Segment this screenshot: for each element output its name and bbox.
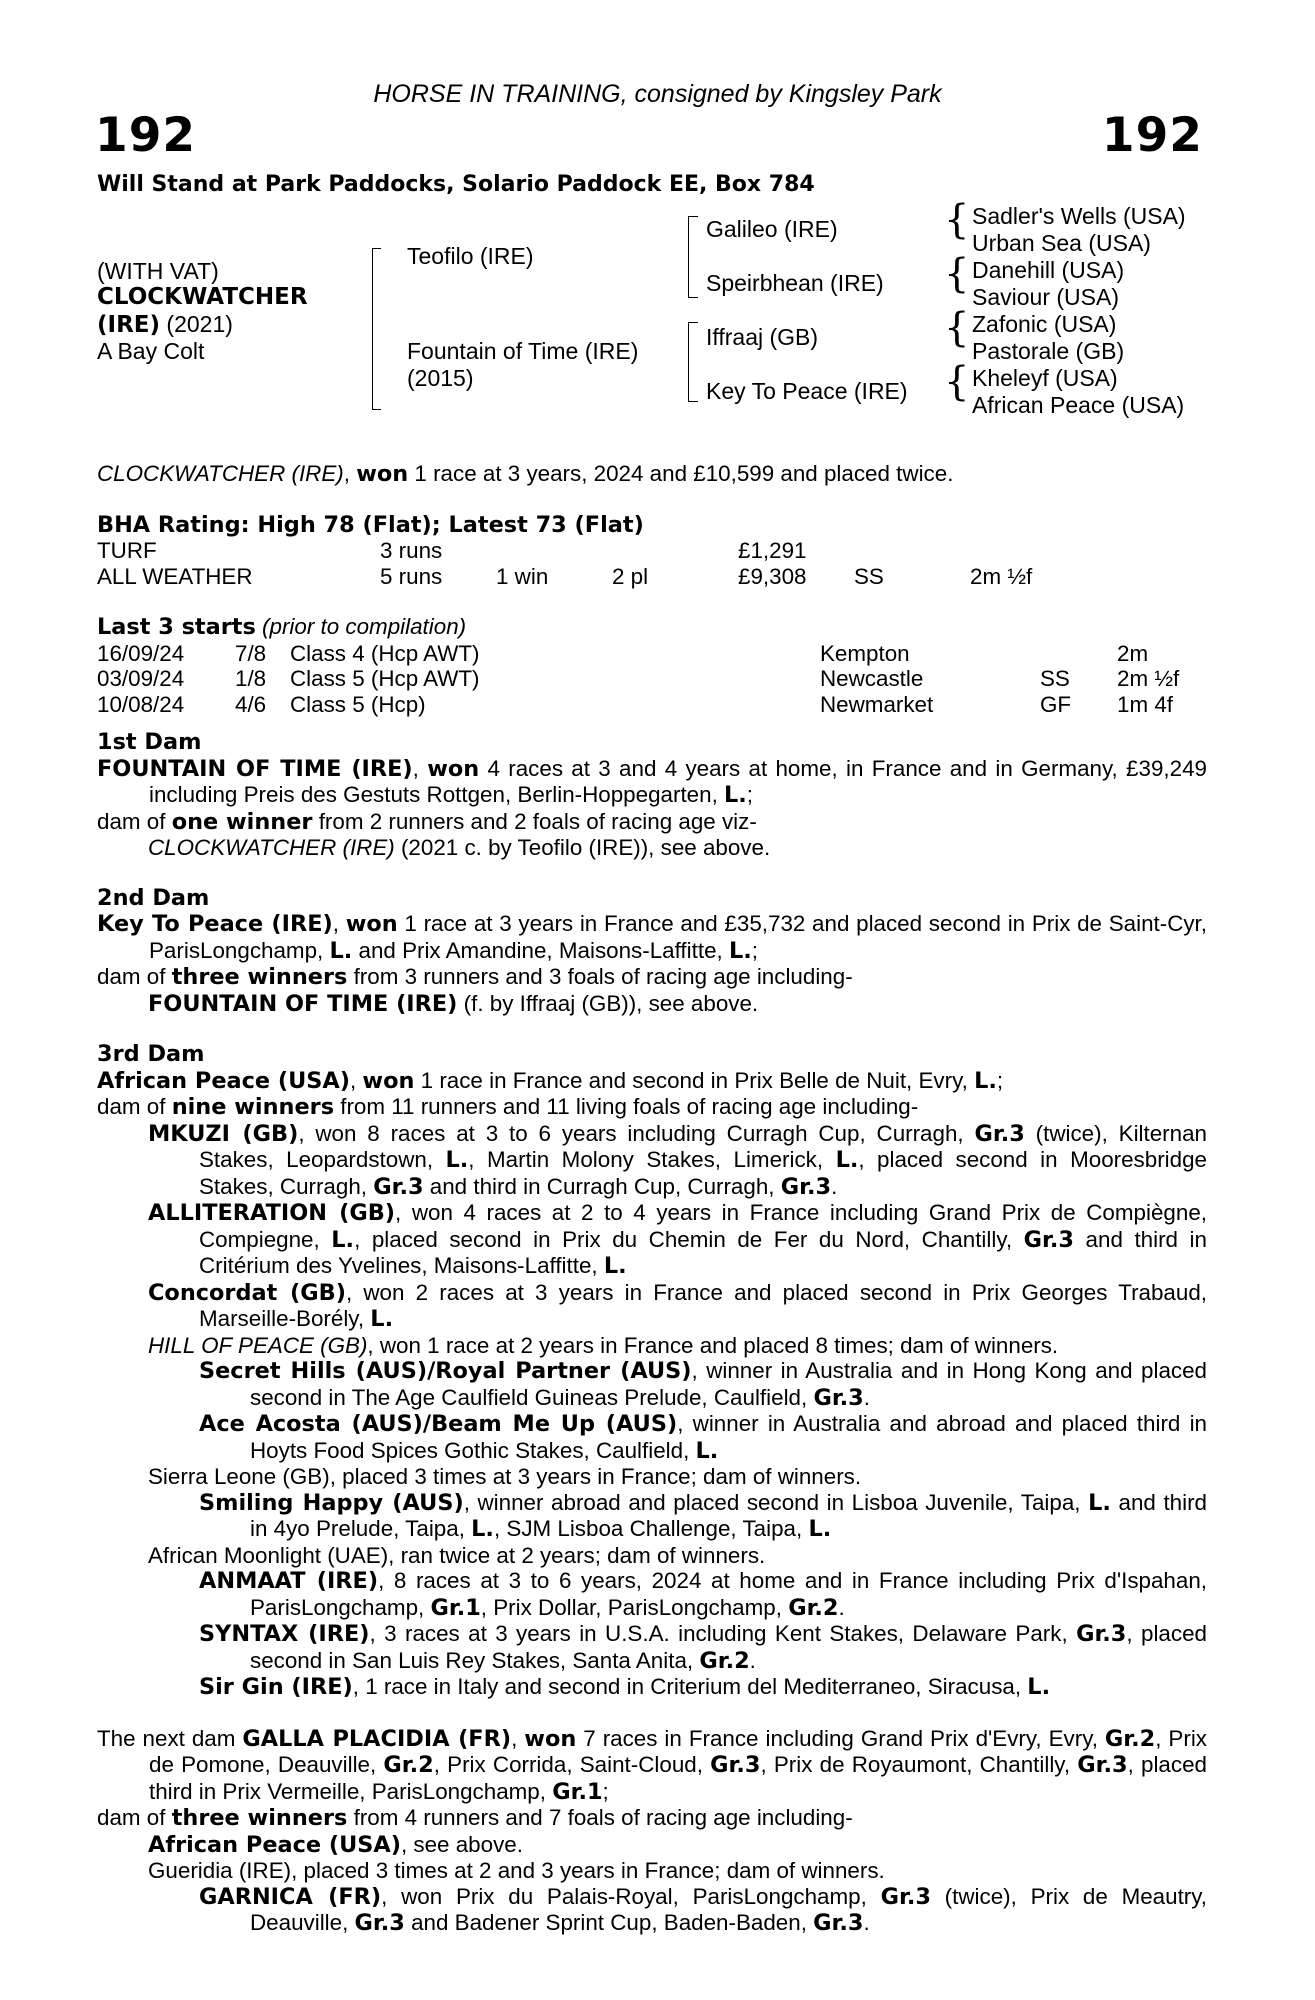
grandproduce-secret-hills: [97, 1358, 1207, 1411]
rating-distance: 2m ½f: [970, 563, 1033, 589]
produce-name: Secret Hills (AUS)/Royal Partner (AUS): [199, 1358, 692, 1384]
produce-text: , winner in Australia and abroad and placed third in Hoyts Food Spices Gothic Stakes, Caulfield,: [250, 1411, 1207, 1463]
produce-name: Ace Acosta (AUS)/Beam Me Up (AUS): [199, 1411, 678, 1437]
rating-runs: 5 runs: [380, 563, 443, 589]
listed-label: L.: [835, 1147, 859, 1173]
brace-gen3-1: {: [944, 197, 970, 243]
produce-hill-of-peace: [97, 1333, 1207, 1359]
dam-record: FOUNTAIN OF TIME (IRE), won 4 races at 3 and 4 years at home, in France and in Germany, £39,249 including Preis des Gestuts Rottgen, Berlin-Hoppegarten, L.;: [97, 755, 1207, 808]
sire-sire-dam: Urban Sea (USA): [972, 230, 1151, 256]
lot-number-left: 192: [95, 108, 197, 163]
won-label: won: [427, 755, 480, 782]
produce-text: , winner in Australia and in Hong Kong and placed second in The Age Caulfield Guineas Prelude, Caulfield,: [250, 1358, 1207, 1410]
grade-label: Gr.3: [780, 1173, 832, 1200]
horse-country: (IRE): [97, 312, 161, 338]
produce-text: , won 8 races at 3 to 6 years including Curragh Cup, Curragh,: [298, 1120, 975, 1146]
rating-surface: TURF: [97, 538, 157, 563]
sire-sire: Galileo (IRE): [706, 216, 838, 242]
section-heading: 1st Dam: [97, 729, 202, 755]
section-heading: 3rd Dam: [97, 1041, 205, 1067]
dam-sire-sire: Zafonic (USA): [972, 311, 1117, 337]
sire-dam-dam: Saviour (USA): [972, 284, 1119, 310]
dam-of-label: dam of: [97, 808, 172, 834]
produce-text: , placed second in Prix du Chemin de Fer du Nord, Chantilly,: [354, 1226, 1024, 1252]
last-start-row: [97, 641, 1207, 667]
produce-african-peace: [97, 1832, 1207, 1859]
dam-text: , Prix de Royaumont, Chantilly,: [760, 1752, 1078, 1777]
start-class: Class 4 (Hcp AWT): [290, 640, 480, 666]
listed-label: L.: [471, 1516, 494, 1542]
produce-name: Smiling Happy (AUS): [199, 1489, 464, 1516]
race-summary: CLOCKWATCHER (IRE), won 1 race at 3 years, 2024 and £10,599 and placed twice.: [97, 461, 954, 487]
rating-title: BHA Rating: High 78 (Flat); Latest 73 (Flat): [97, 511, 644, 538]
produce-name: Sir Gin (IRE): [199, 1674, 353, 1700]
summary-rest: 1 race at 3 years, 2024 and £10,599 and placed twice.: [408, 461, 954, 486]
grade-label: Gr.3: [813, 1384, 864, 1411]
produce-text: Sierra Leone (GB), placed 3 times at 3 years in France; dam of winners.: [148, 1464, 862, 1489]
brace-gen3-3: {: [944, 305, 970, 351]
grade-label: Gr.3: [1076, 1621, 1127, 1647]
sire-sire-sire: Sadler's Wells (USA): [972, 203, 1186, 229]
listed-label: L.: [1027, 1674, 1051, 1700]
grandproduce-syntax: [97, 1621, 1207, 1674]
listed-label: L.: [370, 1306, 394, 1332]
last-start-row: [97, 666, 1207, 692]
start-going: GF: [1040, 691, 1072, 717]
produce-text: , won 4 races at 2 to 4 years in France including Grand Prix de Compiègne, Compiegne,: [199, 1200, 1207, 1252]
produce-text: African Moonlight (UAE), ran twice at 2 years; dam of winners.: [148, 1542, 766, 1568]
produce-text: Gueridia (IRE), placed 3 times at 2 and 3 years in France; dam of winners.: [148, 1858, 885, 1883]
catalogue-body: [97, 461, 1207, 1937]
produce-name: CLOCKWATCHER (IRE): [148, 835, 395, 860]
start-going: SS: [1040, 666, 1070, 691]
dam-dam-dam: African Peace (USA): [972, 392, 1185, 418]
dam-name: FOUNTAIN OF TIME (IRE): [97, 755, 413, 782]
dam-text: , Prix de Pomone, Deauville,: [149, 1725, 1207, 1777]
produce-text: and Badener Sprint Cup, Baden-Baden,: [404, 1910, 814, 1935]
next-dam-section: [97, 1726, 1207, 1937]
grade-label: Gr.3: [880, 1883, 931, 1910]
produce-sierra-leone: [97, 1464, 1207, 1490]
grade-label: Gr.3: [1077, 1752, 1128, 1778]
grade-label: Gr.3: [354, 1910, 405, 1936]
last-starts-title: Last 3 starts: [97, 614, 256, 640]
dam-of-rest: from 4 runners and 7 foals of racing age including-: [347, 1805, 853, 1830]
vat-note: (WITH VAT): [97, 258, 219, 284]
rating-money: £1,291: [738, 538, 807, 563]
horse-description: A Bay Colt: [97, 338, 205, 364]
rating-going: SS: [854, 563, 884, 589]
produce-rest: (f. by Iffraaj (GB)), see above.: [457, 990, 759, 1016]
grade-label: Gr.3: [710, 1752, 761, 1778]
rating-row-turf: [97, 538, 1207, 564]
last-starts-title-row: [97, 614, 1207, 641]
produce-name: ALLITERATION (GB): [148, 1200, 396, 1226]
dam-of-line: [97, 809, 1207, 836]
produce-name: African Peace (USA): [148, 1831, 401, 1858]
sire-dam: Speirbhean (IRE): [706, 270, 884, 296]
dam-of-line: [97, 1805, 1207, 1832]
listed-label: L.: [1088, 1489, 1111, 1516]
produce-name: SYNTAX (IRE): [199, 1621, 370, 1647]
winners-count: nine winners: [171, 1094, 335, 1120]
produce-line: [97, 991, 1207, 1018]
produce-rest: (2021 c. by Teofilo (IRE)), see above.: [394, 835, 771, 860]
consignment-heading: HORSE IN TRAINING, consigned by Kingsley Park: [373, 80, 942, 108]
produce-text: .: [838, 1594, 845, 1620]
produce-text: , 3 races at 3 years in U.S.A. including Kent Stakes, Delaware Park,: [369, 1621, 1077, 1646]
next-dam-intro: The next dam: [97, 1725, 243, 1751]
produce-name: HILL OF PEACE (GB): [148, 1332, 368, 1358]
horse-name: CLOCKWATCHER: [97, 284, 308, 310]
produce-text: and third in Critérium des Yvelines, Maisons-Laffitte,: [199, 1226, 1207, 1278]
grade-label: Gr.2: [383, 1752, 434, 1778]
produce-text: (twice), Kilternan Stakes, Leopardstown,: [199, 1120, 1207, 1172]
produce-text: , 8 races at 3 to 6 years, 2024 at home and in France including Prix d'Ispahan, ParisLongchamp,: [250, 1568, 1208, 1620]
horse-year: (2021): [166, 311, 233, 337]
grade-label: Gr.2: [788, 1594, 839, 1621]
produce-name: FOUNTAIN OF TIME (IRE): [148, 990, 458, 1017]
section-heading: 2nd Dam: [97, 884, 210, 911]
start-distance: 1m 4f: [1117, 691, 1173, 717]
produce-text: , won 1 race at 2 years in France and placed 8 times; dam of winners.: [367, 1332, 1059, 1358]
produce-alliteration: [97, 1200, 1207, 1280]
grade-label: Gr.3: [373, 1173, 424, 1200]
brace-gen3-2: {: [944, 251, 970, 297]
winners-count: one winner: [171, 808, 313, 835]
grade-label: Gr.1: [552, 1778, 603, 1805]
listed-label: L.: [695, 1437, 719, 1464]
dam-text-end: ;: [996, 1067, 1004, 1093]
dam-text-end: ;: [746, 782, 754, 807]
listed-label: L.: [728, 937, 752, 964]
produce-mkuzi: [97, 1121, 1207, 1201]
rating-wins: [496, 538, 612, 564]
dam-sire-dam: Pastorale (GB): [972, 338, 1125, 364]
grade-label: Gr.3: [1023, 1226, 1074, 1253]
start-date: 03/09/24: [97, 666, 185, 691]
grandproduce-sir-gin: [97, 1674, 1207, 1701]
dam-text: and Prix Amandine, Maisons-Laffitte,: [352, 937, 729, 963]
summary-horse-name: CLOCKWATCHER (IRE): [97, 461, 344, 486]
dam-of-rest: from 2 runners and 2 foals of racing age viz-: [312, 808, 757, 834]
dam-of-label: dam of: [97, 1805, 172, 1830]
dam-text-end: ;: [602, 1778, 609, 1804]
produce-text: .: [863, 1384, 870, 1410]
start-distance: 2m ½f: [1117, 666, 1180, 691]
grade-label: Gr.3: [974, 1120, 1025, 1147]
dam-text: 7 races in France including Grand Prix d'Evry, Evry,: [576, 1725, 1105, 1751]
produce-text: , placed second in San Luis Rey Stakes, Santa Anita,: [250, 1621, 1207, 1673]
listed-label: L.: [329, 937, 353, 964]
first-dam-section: [97, 730, 1207, 861]
produce-text: , winner abroad and placed second in Lisboa Juvenile, Taipa,: [463, 1489, 1089, 1515]
stand-location: Will Stand at Park Paddocks, Solario Paddock EE, Box 784: [97, 172, 815, 197]
grade-label: Gr.3: [813, 1910, 864, 1936]
dam-dam: Key To Peace (IRE): [706, 378, 908, 404]
produce-text: and third in Curragh Cup, Curragh,: [423, 1173, 781, 1199]
dam-of-rest: from 11 runners and 11 living foals of racing age including-: [334, 1094, 919, 1119]
produce-text: and third in 4yo Prelude, Taipa,: [250, 1489, 1207, 1541]
produce-text: , Martin Molony Stakes, Limerick,: [468, 1147, 836, 1172]
produce-text: , won 2 races at 3 years in France and placed second in Prix Georges Trabaud, Marseille-Borély,: [199, 1279, 1208, 1331]
won-label: won: [362, 1067, 415, 1094]
grandproduce-garnica: [97, 1884, 1207, 1937]
start-class: Class 5 (Hcp AWT): [290, 666, 480, 691]
dam-record: Key To Peace (IRE), won 1 race at 3 years in France and £35,732 and placed second in Prix de Saint-Cyr, ParisLongchamp, L. and Prix Amandine, Maisons-Laffitte, L.;: [97, 911, 1208, 964]
dam-year: (2015): [407, 365, 474, 391]
last-start-row: [97, 692, 1207, 718]
dam-name: Key To Peace (IRE): [97, 911, 333, 937]
listed-label: L.: [808, 1516, 832, 1542]
grade-label: Gr.1: [430, 1594, 481, 1621]
rating-places: [612, 538, 738, 564]
listed-label: L.: [445, 1147, 469, 1173]
dam-text: , Prix Corrida, Saint-Cloud,: [433, 1752, 711, 1777]
listed-label: L.: [331, 1226, 355, 1253]
grandproduce-anmaat: [97, 1568, 1207, 1621]
listed-label: L.: [974, 1067, 997, 1094]
produce-concordat: [97, 1280, 1207, 1333]
dam-of-label: dam of: [97, 964, 172, 989]
listed-label: L.: [603, 1253, 627, 1279]
start-course: Newmarket: [820, 691, 934, 717]
produce-text: .: [831, 1173, 838, 1199]
dam: Fountain of Time (IRE): [407, 338, 639, 364]
dam-name: African Peace (USA): [97, 1067, 350, 1094]
start-position: 4/6: [235, 691, 267, 717]
start-distance: 2m: [1117, 640, 1149, 666]
last-starts-note: (prior to compilation): [262, 614, 467, 639]
rating-going: [854, 538, 970, 564]
dam-text-end: ;: [751, 937, 758, 963]
third-dam-section: [97, 1042, 1207, 1701]
summary-won: won: [356, 461, 409, 487]
produce-text: , 1 race in Italy and second in Criterium del Mediterraneo, Siracusa,: [352, 1674, 1028, 1699]
dam-sire: Iffraaj (GB): [706, 324, 819, 350]
won-label: won: [524, 1725, 577, 1752]
next-dam-record: The next dam GALLA PLACIDIA (FR), won 7 races in France including Grand Prix d'Evry, Evry, Gr.2, Prix de Pomone, Deauville, Gr.2, Prix Corrida, Saint-Cloud, Gr.3, Prix de Royaumont, Chantilly, Gr.3, placed third in Prix Vermeille, ParisLongchamp, Gr.1;: [97, 1725, 1207, 1805]
won-label: won: [345, 911, 398, 937]
rating-money: £9,308: [738, 563, 807, 589]
winners-count: three winners: [171, 964, 348, 990]
produce-gueridia: [97, 1858, 1207, 1884]
last-starts-section: [97, 614, 1207, 717]
sire: Teofilo (IRE): [407, 243, 534, 269]
start-class: Class 5 (Hcp): [290, 691, 426, 717]
second-dam-section: [97, 886, 1207, 1018]
rating-runs: 3 runs: [380, 538, 443, 563]
grade-label: Gr.2: [699, 1647, 750, 1674]
sire-brace: [688, 216, 698, 298]
start-date: 10/08/24: [97, 691, 185, 717]
produce-text: , won Prix du Palais-Royal, ParisLongchamp,: [381, 1883, 881, 1909]
produce-line: [97, 835, 1207, 861]
start-going: [1040, 641, 1117, 667]
winners-count: three winners: [171, 1805, 348, 1831]
produce-text: .: [863, 1910, 870, 1935]
dam-of-rest: from 3 runners and 3 foals of racing age including-: [347, 964, 853, 989]
produce-text: (twice), Prix de Meautry, Deauville,: [250, 1883, 1208, 1935]
grade-label: Gr.2: [1104, 1725, 1156, 1752]
produce-text: , SJM Lisboa Challenge, Taipa,: [493, 1516, 809, 1541]
produce-text: , Prix Dollar, ParisLongchamp,: [480, 1594, 789, 1620]
dam-record: African Peace (USA), won 1 race in France and second in Prix Belle de Nuit, Evry, L.;: [97, 1067, 1004, 1094]
rating-surface: ALL WEATHER: [97, 563, 253, 589]
rating-section: [97, 513, 1207, 590]
rating-places: 2 pl: [612, 563, 649, 589]
dam-of-line: [97, 1094, 1207, 1121]
rating-wins: 1 win: [496, 563, 549, 589]
dam-text: , placed third in Prix Vermeille, ParisLongchamp,: [149, 1752, 1207, 1804]
brace-gen3-4: {: [944, 359, 970, 405]
produce-name: GARNICA (FR): [199, 1883, 382, 1910]
rating-row-aw: [97, 564, 1207, 590]
dam-text: 4 races at 3 and 4 years at home, in France and in Germany, £39,249 including Preis des Gestuts Rottgen, Berlin-Hoppegarten,: [149, 755, 1207, 807]
produce-name: Concordat (GB): [148, 1279, 346, 1306]
dam-text: 1 race in France and second in Prix Belle de Nuit, Evry,: [414, 1067, 975, 1093]
listed-label: L.: [724, 782, 747, 808]
produce-text: , see above.: [400, 1831, 523, 1857]
sire-dam-sire: Danehill (USA): [972, 257, 1125, 283]
horse-country-year: [97, 311, 233, 339]
dam-of-line: [97, 964, 1207, 991]
start-position: 1/8: [235, 666, 267, 691]
dam-brace: [688, 322, 698, 402]
grandproduce-ace-acosta: [97, 1411, 1207, 1464]
dam-name: GALLA PLACIDIA (FR): [242, 1725, 512, 1752]
dam-text: 1 race at 3 years in France and £35,732 and placed second in Prix de Saint-Cyr, ParisLongchamp,: [149, 911, 1208, 963]
dam-dam-sire: Kheleyf (USA): [972, 365, 1118, 391]
dam-of-label: dam of: [97, 1094, 172, 1119]
produce-text: .: [749, 1647, 756, 1673]
start-course: Kempton: [820, 640, 910, 666]
pedigree-brace: [372, 248, 381, 410]
start-course: Newcastle: [820, 666, 924, 691]
start-date: 16/09/24: [97, 640, 185, 666]
grandproduce-smiling-happy: [97, 1490, 1207, 1543]
lot-number-right: 192: [1101, 108, 1203, 163]
produce-name: MKUZI (GB): [148, 1120, 299, 1147]
produce-text: , placed second in Mooresbridge Stakes, Curragh,: [199, 1147, 1207, 1199]
produce-african-moonlight: [97, 1543, 1207, 1569]
start-position: 7/8: [235, 640, 267, 666]
produce-name: ANMAAT (IRE): [199, 1568, 379, 1594]
